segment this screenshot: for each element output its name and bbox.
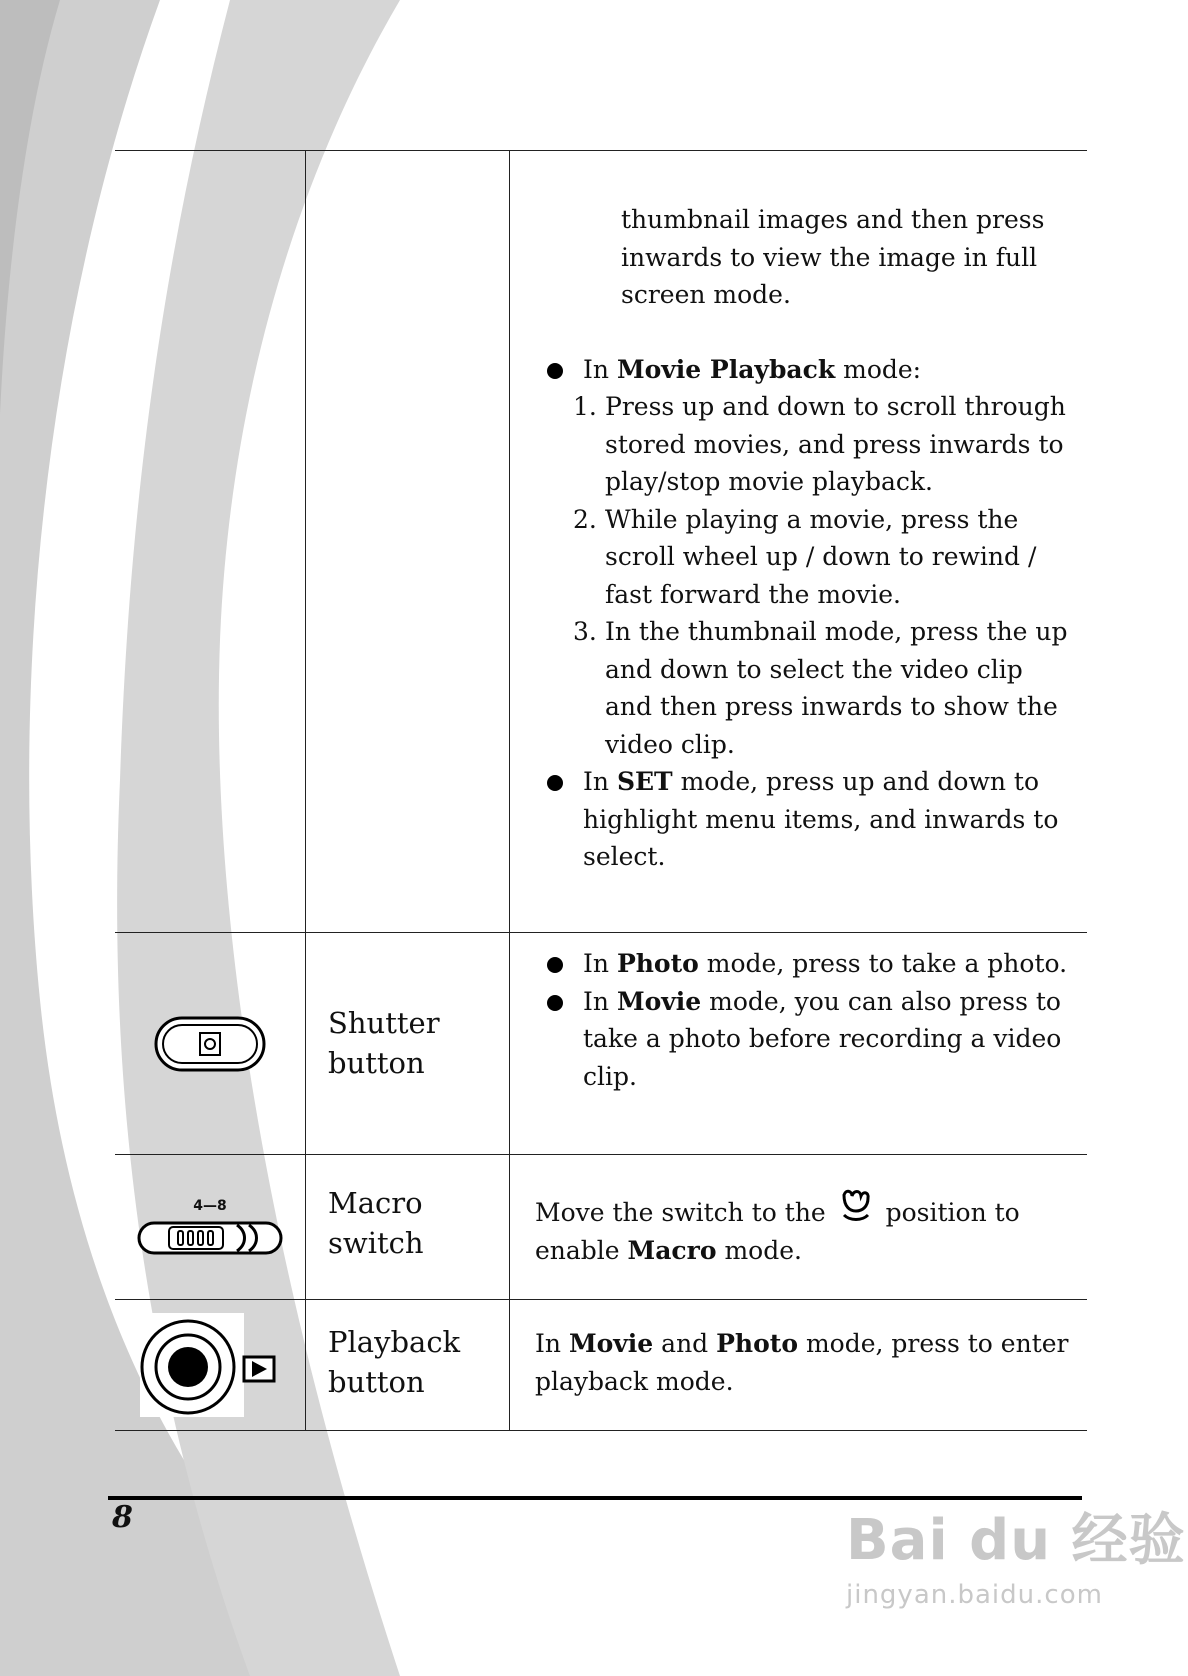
bullet-icon — [547, 775, 563, 791]
controls-table — [115, 150, 1087, 1431]
bullet-icon — [547, 363, 563, 379]
list-item: 3. In the thumbnail mode, press the up and down to select the video clip and then press inwards to show the video clip. — [573, 617, 1068, 759]
macro-switch-icon — [137, 1220, 283, 1256]
list-item: In SET mode, press up and down to highlight menu items, and inwards to select. — [535, 763, 1077, 876]
list-item: In Movie Playback mode: — [535, 351, 1077, 389]
label-cell — [306, 151, 510, 933]
watermark-url: jingyan.baidu.com — [846, 1580, 1103, 1610]
icon-cell — [115, 1300, 306, 1431]
page-number: 8 — [112, 1500, 133, 1535]
macro-range-label: 4—8 — [193, 1198, 227, 1214]
macro-label: Macro — [328, 1186, 423, 1220]
numbered-list — [535, 388, 1077, 763]
bullet-icon — [547, 957, 563, 973]
table-row — [115, 1155, 1087, 1300]
description-cell: Move the switch to the position to enable Macro mode. — [510, 1155, 1088, 1300]
icon-cell — [115, 1155, 306, 1300]
list-item: In Movie mode, you can also press to take a photo before recording a video clip. — [535, 983, 1077, 1096]
list-item: 2. While playing a movie, press the scroll wheel up / down to rewind / fast forward the movie. — [573, 504, 1037, 609]
watermark — [846, 1496, 1186, 1610]
list-item: In Photo mode, press to take a photo. — [535, 945, 1077, 983]
label-cell: Playback button — [306, 1300, 510, 1431]
watermark-brand: Bai du 经验 — [846, 1508, 1186, 1573]
bullet-icon — [547, 995, 563, 1011]
table-row — [115, 1300, 1087, 1431]
description-cell — [510, 933, 1088, 1155]
list-item: 1. Press up and down to scroll through stored movies, and press inwards to play/stop movie playback. — [573, 392, 1066, 496]
shutter-button-icon — [154, 1016, 266, 1072]
shutter-label: Shutter — [328, 1006, 440, 1040]
continued-text: thumbnail images and then press inwards to view the image in full screen mode. — [621, 205, 1045, 309]
label-cell: Macro switch — [306, 1155, 510, 1300]
playback-label: Playback — [328, 1325, 461, 1359]
macro-flower-icon — [838, 1187, 874, 1223]
description-cell: In Movie and Photo mode, press to enter playback mode. — [510, 1300, 1088, 1431]
label-cell: Shutter button — [306, 933, 510, 1155]
table-row — [115, 933, 1087, 1155]
playback-button-icon — [140, 1313, 280, 1417]
table-row — [115, 151, 1087, 933]
icon-cell — [115, 933, 306, 1155]
icon-cell — [115, 151, 306, 933]
description-cell — [510, 151, 1088, 933]
